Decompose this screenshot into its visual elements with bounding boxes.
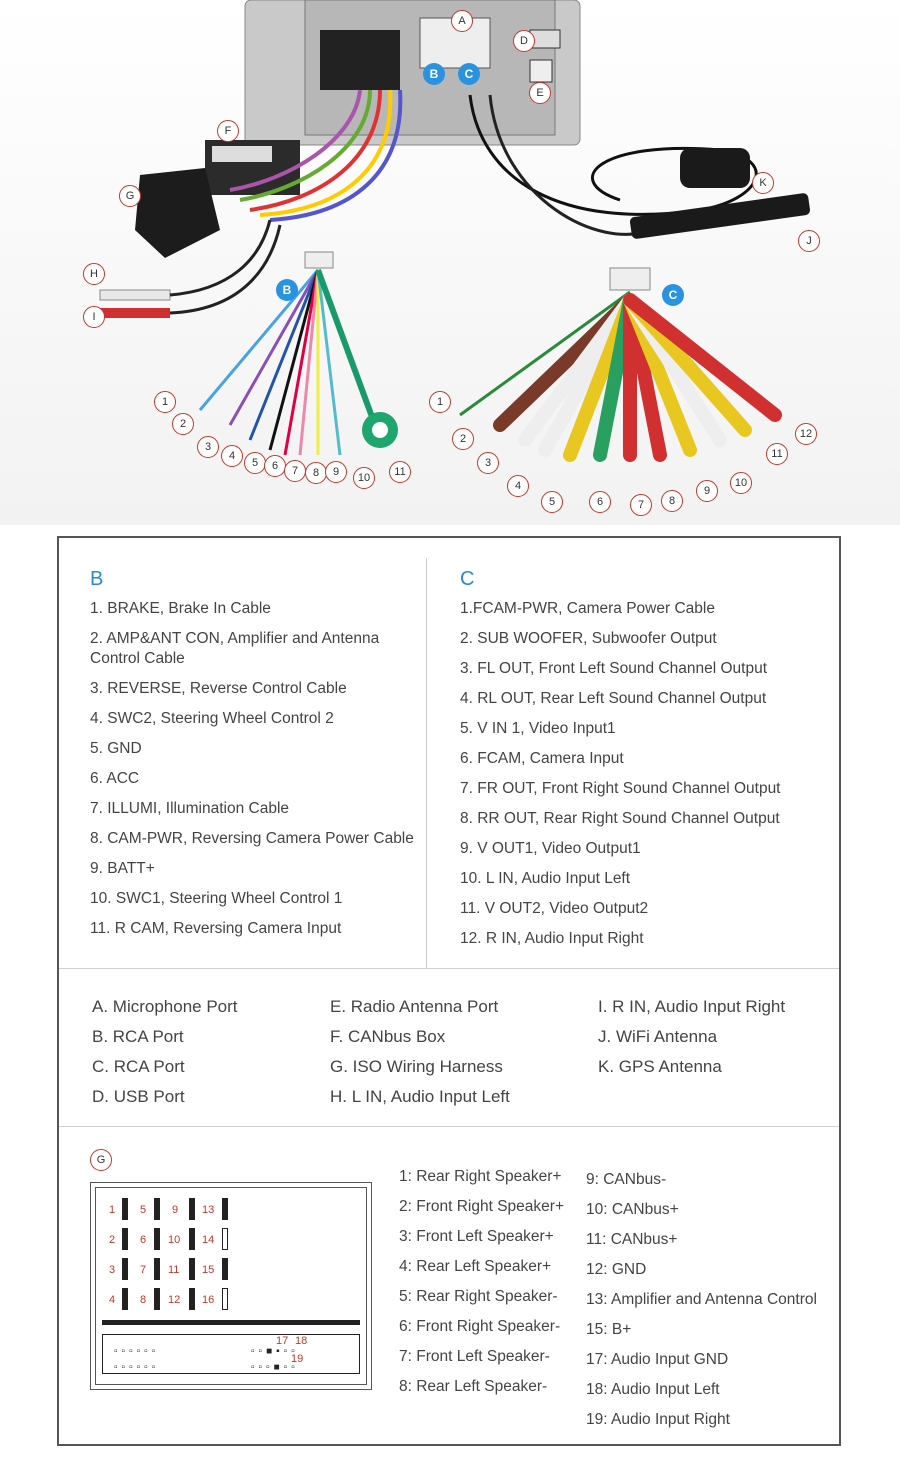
section-c-heading: C: [460, 568, 475, 590]
b-pin-callout: 3: [197, 436, 219, 458]
c-pin-callout: 9: [696, 480, 718, 502]
pin-description: 10: CANbus+: [586, 1201, 679, 1218]
pin-slot: [222, 1198, 228, 1220]
legend-column-2: [330, 992, 510, 1112]
pin-description: 5: Rear Right Speaker-: [399, 1288, 558, 1305]
callout-a: A: [451, 10, 473, 32]
pin-label: 3: [109, 1264, 116, 1276]
pin-label: 14: [202, 1234, 215, 1246]
callout-i: I: [83, 306, 105, 328]
callout-f: F: [217, 120, 239, 142]
section-b-heading: B: [90, 568, 104, 590]
pin-slot: [122, 1228, 128, 1250]
b-pin-callout: 5: [244, 452, 266, 474]
pin-slot: [189, 1198, 195, 1220]
pin-description: 3: Front Left Speaker+: [399, 1228, 554, 1245]
pin-description: 1: Rear Right Speaker+: [399, 1168, 562, 1185]
pin-slot: [222, 1258, 228, 1280]
pin-label: 9: [172, 1204, 179, 1216]
legend-item: K. GPS Antenna: [598, 1057, 722, 1076]
pin-description: 15: B+: [586, 1321, 632, 1338]
pin-slot: [122, 1258, 128, 1280]
b-pin-callout: 9: [325, 461, 347, 483]
legend-item: A. Microphone Port: [92, 997, 238, 1016]
c-item: 9. V OUT1, Video Output1: [460, 840, 641, 857]
c-item: 12. R IN, Audio Input Right: [460, 930, 644, 947]
c-pin-callout: 7: [630, 494, 652, 516]
badge-c-connector: C: [662, 284, 684, 306]
pin-label: 10: [168, 1234, 181, 1246]
section-c: [460, 568, 830, 959]
pin-description: 13: Amplifier and Antenna Control: [586, 1291, 817, 1308]
badge-b-connector: B: [276, 279, 298, 301]
c-item: 8. RR OUT, Rear Right Sound Channel Output: [460, 810, 780, 827]
c-item: 3. FL OUT, Front Left Sound Channel Output: [460, 660, 768, 677]
b-pin-callout: 6: [264, 455, 286, 477]
b-item: 11. R CAM, Reversing Camera Input: [90, 920, 342, 937]
b-pin-callout: 1: [154, 391, 176, 413]
legend-item: F. CANbus Box: [330, 1027, 446, 1046]
b-item: 9. BATT+: [90, 860, 155, 877]
c-item: 11. V OUT2, Video Output2: [460, 900, 649, 917]
b-item: 3. REVERSE, Reverse Control Cable: [90, 680, 347, 697]
badge-b-port: B: [423, 63, 445, 85]
b-pin-callout: 11: [389, 461, 411, 483]
badge-c-port: C: [458, 63, 480, 85]
legend-item: I. R IN, Audio Input Right: [598, 997, 786, 1016]
c-item: 1.FCAM-PWR, Camera Power Cable: [460, 600, 715, 617]
pin-slot: [189, 1288, 195, 1310]
pin-label: 17: [276, 1335, 289, 1347]
pin-label: 5: [140, 1204, 147, 1216]
legend-item: H. L IN, Audio Input Left: [330, 1087, 510, 1106]
c-pin-callout: 1: [429, 391, 451, 413]
b-item: 5. GND: [90, 740, 142, 757]
description-panel: [57, 536, 841, 1446]
pin-description: 2: Front Right Speaker+: [399, 1198, 564, 1215]
c-pin-callout: 11: [766, 443, 788, 465]
lower-pin-row: ▫▫▫▫▫▫: [114, 1362, 160, 1373]
c-pin-callout: 8: [661, 490, 683, 512]
pin-slot: [154, 1198, 160, 1220]
connector-rail: [102, 1320, 360, 1325]
callout-e: E: [529, 82, 551, 104]
pin-label: 7: [140, 1264, 147, 1276]
c-pin-callout: 6: [589, 491, 611, 513]
iso-connector-frame: [95, 1187, 367, 1385]
pin-description: 18: Audio Input Left: [586, 1381, 720, 1398]
pin-description: 4: Rear Left Speaker+: [399, 1258, 552, 1275]
c-item: 4. RL OUT, Rear Left Sound Channel Output: [460, 690, 767, 707]
b-pin-callout: 2: [172, 413, 194, 435]
iso-pin-list-left: [399, 1162, 564, 1402]
legend-item: G. ISO Wiring Harness: [330, 1057, 503, 1076]
pin-slot: [154, 1228, 160, 1250]
c-item: 7. FR OUT, Front Right Sound Channel Output: [460, 780, 781, 797]
pin-slot: [154, 1288, 160, 1310]
legend-item: E. Radio Antenna Port: [330, 997, 499, 1016]
callout-h: H: [83, 263, 105, 285]
pin-label: 15: [202, 1264, 215, 1276]
pin-description: 12: GND: [586, 1261, 647, 1278]
pin-slot: [189, 1228, 195, 1250]
lower-pin-row: ▫▫▫■▫▫: [251, 1362, 299, 1373]
pin-label: 8: [140, 1294, 147, 1306]
section-b: [90, 568, 420, 949]
pin-description: 17: Audio Input GND: [586, 1351, 729, 1368]
b-item: 10. SWC1, Steering Wheel Control 1: [90, 890, 343, 907]
c-item: 6. FCAM, Camera Input: [460, 750, 624, 767]
c-item: 2. SUB WOOFER, Subwoofer Output: [460, 630, 717, 647]
b-pin-callout: 10: [353, 467, 375, 489]
pin-description: 9: CANbus-: [586, 1171, 667, 1188]
b-item: 1. BRAKE, Brake In Cable: [90, 600, 271, 617]
column-divider: [426, 558, 427, 968]
pin-label: 2: [109, 1234, 116, 1246]
pin-slot: [154, 1258, 160, 1280]
wiring-photo: [0, 0, 900, 525]
pin-slot-empty: [222, 1228, 228, 1250]
pin-label: 18: [295, 1335, 308, 1347]
legend-item: B. RCA Port: [92, 1027, 184, 1046]
callout-k: K: [752, 172, 774, 194]
b-pin-callout: 8: [305, 462, 327, 484]
b-item: 2. AMP&ANT CON, Amplifier and Antenna Control Cable: [90, 630, 380, 667]
b-item: 6. ACC: [90, 770, 140, 787]
callout-d: D: [513, 30, 535, 52]
c-item: 10. L IN, Audio Input Left: [460, 870, 631, 887]
divider: [59, 1126, 839, 1127]
b-pin-callout: 7: [284, 460, 306, 482]
legend-column-1: [92, 992, 238, 1112]
pin-label: 16: [202, 1294, 215, 1306]
pin-label: 12: [168, 1294, 181, 1306]
c-item: 5. V IN 1, Video Input1: [460, 720, 616, 737]
pin-label: 13: [202, 1204, 215, 1216]
wiring-photo-illustration: [0, 0, 900, 525]
callout-g: G: [119, 185, 141, 207]
c-pin-callout: 10: [730, 472, 752, 494]
pin-label: 11: [168, 1264, 180, 1276]
pin-description: 6: Front Right Speaker-: [399, 1318, 561, 1335]
pin-label: 1: [109, 1204, 116, 1216]
pin-slot: [122, 1288, 128, 1310]
c-pin-callout: 4: [507, 475, 529, 497]
pin-label: 19: [291, 1353, 304, 1365]
pin-description: 8: Rear Left Speaker-: [399, 1378, 548, 1395]
pin-description: 7: Front Left Speaker-: [399, 1348, 550, 1365]
legend-item: C. RCA Port: [92, 1057, 185, 1076]
pin-label: 6: [140, 1234, 147, 1246]
pin-slot-empty: [222, 1288, 228, 1310]
lower-pin-row: ▫▫▫▫▫▫: [114, 1346, 160, 1357]
c-pin-callout: 3: [477, 452, 499, 474]
b-pin-callout: 4: [221, 445, 243, 467]
callout-j: J: [798, 230, 820, 252]
c-pin-callout: 12: [795, 423, 817, 445]
b-item: 7. ILLUMI, Illumination Cable: [90, 800, 290, 817]
pin-description: 19: Audio Input Right: [586, 1411, 730, 1428]
section-g-callout: G: [90, 1149, 112, 1171]
pin-description: 11: CANbus+: [586, 1231, 678, 1248]
legend-column-3: [598, 992, 785, 1082]
pin-label: 4: [109, 1294, 116, 1306]
c-pin-callout: 5: [541, 491, 563, 513]
divider: [59, 968, 839, 969]
b-item: 4. SWC2, Steering Wheel Control 2: [90, 710, 334, 727]
pin-slot: [189, 1258, 195, 1280]
lower-pin-row: ▫▫■▪▫▫: [251, 1346, 299, 1357]
pin-slot: [122, 1198, 128, 1220]
legend-item: D. USB Port: [92, 1087, 185, 1106]
b-item: 8. CAM-PWR, Reversing Camera Power Cable: [90, 830, 414, 847]
iso-connector-diagram: [90, 1182, 372, 1390]
iso-pin-list-right: [586, 1165, 817, 1435]
c-pin-callout: 2: [452, 428, 474, 450]
legend-item: J. WiFi Antenna: [598, 1027, 718, 1046]
